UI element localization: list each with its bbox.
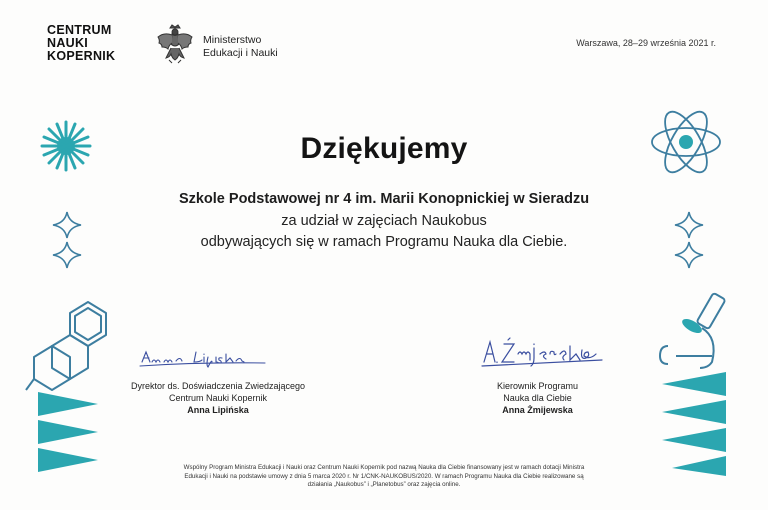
molecule-icon	[24, 300, 112, 475]
recipient-name: Szkole Podstawowej nr 4 im. Marii Konopnickiej w Sieradzu	[178, 191, 590, 207]
signer-role-line-2: Nauka dla Ciebie	[503, 393, 572, 403]
signer-role-line-1: Kierownik Programu	[496, 381, 579, 391]
certificate-title: Dziękujemy	[300, 132, 468, 165]
signature-block-left	[113, 380, 323, 416]
microscope-icon	[652, 290, 744, 476]
ministry-line-2: Edukacji i Nauki	[203, 47, 278, 59]
logo-line-3: KOPERNIK	[47, 49, 116, 63]
participation-line: za udział w zajęciach Naukobus	[281, 213, 487, 229]
signature-block-right	[455, 380, 620, 416]
ministry-name	[203, 34, 278, 60]
footer-line-2: Edukacji i Nauki na podstawie umowy z dnia 5 marca 2020 r. Nr 1/CNK-NAUKOBUS/2020. W ramach Programu Nauka dla Ciebie realizowane są	[184, 472, 584, 480]
signature-scribble-left	[138, 344, 268, 370]
signer-name: Anna Lipińska	[187, 405, 249, 415]
date-text: Warszawa, 28–29 września 2021 r.	[576, 38, 716, 48]
footer-line-3: działania „Naukobus” i „Planetobus” oraz zajęcia online.	[307, 481, 461, 488]
signer-name: Anna Żmijewska	[502, 405, 573, 415]
footer-line-1: Wspólny Program Ministra Edukacji i Nauki oraz Centrum Nauki Kopernik pod nazwą Nauka dla Ciebie finansowany jest w ramach dotacji Ministra	[183, 464, 585, 471]
ministry-line-1: Ministerstwo	[203, 34, 262, 46]
signer-role-line-2: Centrum Nauki Kopernik	[168, 393, 268, 403]
footer-note	[150, 464, 618, 490]
signature-scribble-right	[480, 334, 605, 370]
logo-line-1: CENTRUM	[47, 23, 112, 37]
program-line: odbywających się w ramach Programu Nauka dla Ciebie.	[200, 234, 568, 250]
logo-line-2: NAUKI	[47, 36, 89, 50]
cnk-logo	[47, 24, 115, 63]
eagle-emblem-icon	[155, 22, 195, 66]
signer-role-line-1: Dyrektor ds. Doświadczenia Zwiedzającego	[130, 381, 306, 391]
